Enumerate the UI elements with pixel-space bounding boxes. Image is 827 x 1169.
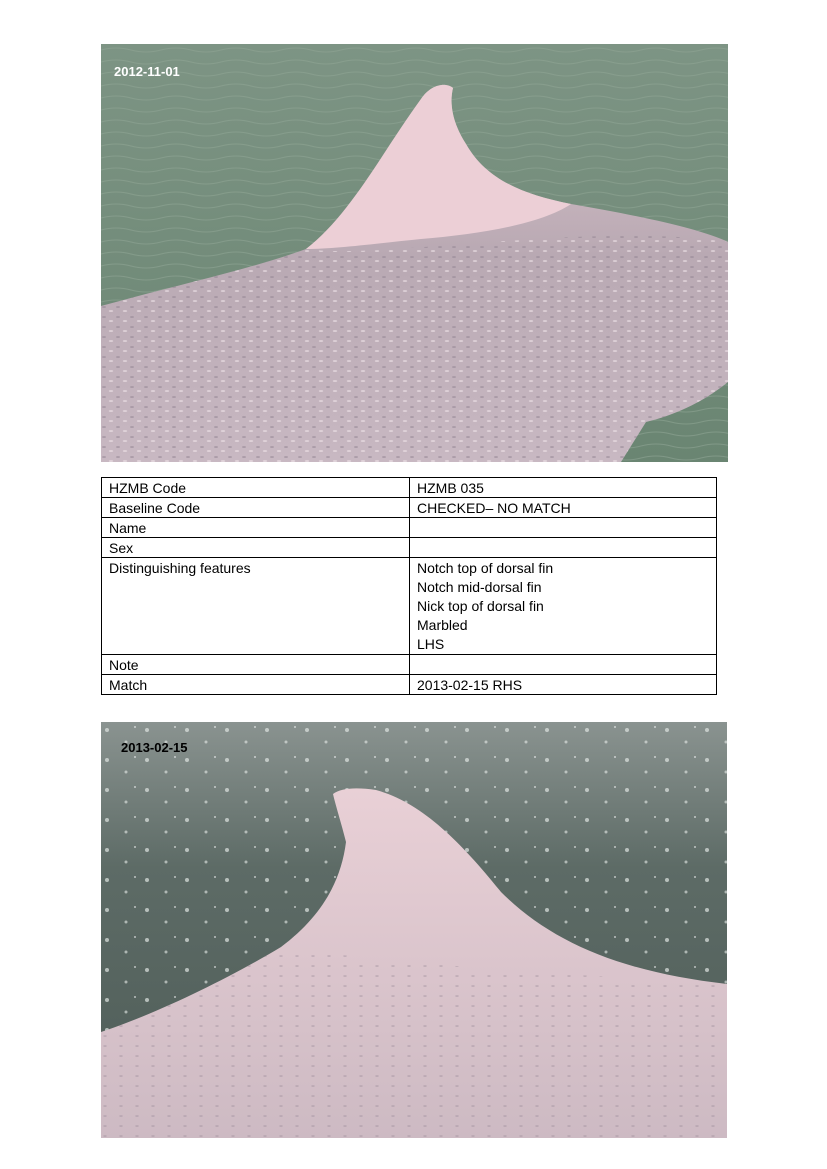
feature-item: Marbled bbox=[417, 617, 468, 633]
feature-item: LHS bbox=[417, 636, 445, 652]
note-value bbox=[410, 655, 717, 675]
sex-value bbox=[410, 538, 717, 558]
table-row bbox=[102, 518, 717, 538]
hzmb-code-label: HZMB Code bbox=[102, 478, 410, 498]
match-label: Match bbox=[102, 675, 410, 695]
dorsal-fin-photo-bottom bbox=[101, 722, 727, 1138]
table-row bbox=[102, 675, 717, 695]
hzmb-code-value: HZMB 035 bbox=[410, 478, 717, 498]
dorsal-fin-photo-top bbox=[101, 44, 728, 462]
baseline-code-label: Baseline Code bbox=[102, 498, 410, 518]
photo-date-label: 2012-11-01 bbox=[114, 64, 180, 79]
feature-item: Notch mid-dorsal fin bbox=[417, 579, 542, 595]
dorsal-fin-image bbox=[101, 722, 727, 1138]
dorsal-fin-image bbox=[101, 44, 728, 462]
table-row bbox=[102, 498, 717, 518]
table-row bbox=[102, 538, 717, 558]
name-value bbox=[410, 518, 717, 538]
baseline-code-value: CHECKED– NO MATCH bbox=[410, 498, 717, 518]
dolphin-record-table bbox=[101, 477, 717, 695]
table-row bbox=[102, 478, 717, 498]
table-row bbox=[102, 655, 717, 675]
features-label: Distinguishing features bbox=[102, 558, 410, 655]
name-label: Name bbox=[102, 518, 410, 538]
sex-label: Sex bbox=[102, 538, 410, 558]
photo-date-label: 2013-02-15 bbox=[121, 740, 188, 755]
feature-item: Nick top of dorsal fin bbox=[417, 598, 544, 614]
features-value bbox=[410, 558, 717, 655]
note-label: Note bbox=[102, 655, 410, 675]
table-row bbox=[102, 558, 717, 655]
feature-item: Notch top of dorsal fin bbox=[417, 560, 554, 576]
match-value: 2013-02-15 RHS bbox=[410, 675, 717, 695]
